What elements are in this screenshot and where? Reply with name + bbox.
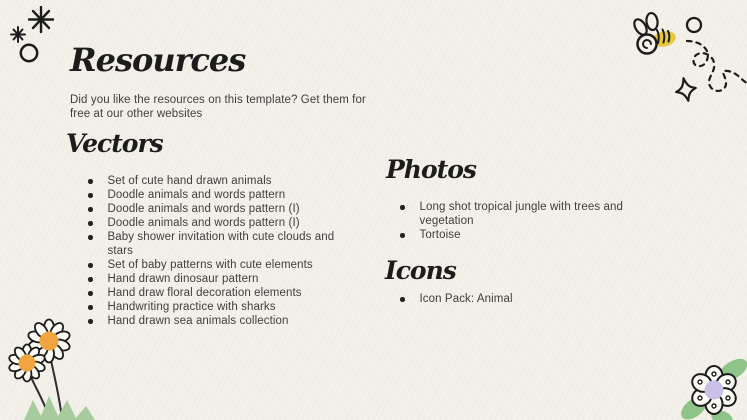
bullet-dot xyxy=(88,305,93,310)
list-item-text: Hand drawn dinosaur pattern xyxy=(107,273,259,285)
bullet-dot xyxy=(88,179,93,184)
page-title: Resources xyxy=(70,41,246,79)
sparkle-large-icon xyxy=(29,7,53,32)
resource-list-item xyxy=(86,286,348,300)
list-item-text: Icon Pack: Animal xyxy=(419,293,513,305)
bullet-dot xyxy=(88,193,93,198)
resource-list-item xyxy=(86,174,348,188)
bullet-dot xyxy=(88,235,93,240)
resource-list-item xyxy=(398,228,630,242)
photos-list xyxy=(398,200,630,242)
bullet-dot xyxy=(400,233,405,238)
flower-leaves-icon xyxy=(678,352,747,420)
icons-list xyxy=(398,292,630,306)
sparkle-doodles-icon xyxy=(8,6,64,70)
bullet-dot xyxy=(88,221,93,226)
resource-list-item xyxy=(86,188,348,202)
icons-section-heading: Icons xyxy=(385,256,456,285)
list-item-text: Hand draw floral decoration elements xyxy=(107,287,302,299)
flower-center xyxy=(705,381,724,400)
list-item-text: Handwriting practice with sharks xyxy=(107,301,276,313)
list-item-text: Hand drawn sea animals collection xyxy=(107,315,289,327)
slide-subtitle: Did you like the resources on this template? Get them for free at our other websites xyxy=(70,94,366,120)
star-doodle-icon xyxy=(674,76,698,103)
bee-icon xyxy=(632,12,678,53)
vectors-section-heading: Vectors xyxy=(66,129,163,158)
resource-list-item xyxy=(398,292,630,306)
resource-list-item xyxy=(86,300,348,314)
resource-list-item xyxy=(86,258,348,272)
resource-list-item xyxy=(398,200,630,228)
resource-list-item xyxy=(86,314,348,328)
list-item-text: Doodle animals and words pattern xyxy=(107,189,286,201)
dashed-trail-icon xyxy=(687,41,747,91)
list-item-text: Tortoise xyxy=(419,229,461,241)
bullet-dot xyxy=(88,277,93,282)
sparkle-small-icon xyxy=(11,27,25,42)
daisy-flowers-icon xyxy=(0,312,125,420)
circle-doodle-icon xyxy=(687,18,701,32)
circle-doodle-icon xyxy=(21,45,37,61)
bullet-dot xyxy=(400,205,405,210)
list-item-text: Doodle animals and words pattern (I) xyxy=(107,203,300,215)
photos-section-heading: Photos xyxy=(386,155,476,184)
bullet-dot xyxy=(88,263,93,268)
resource-list-item xyxy=(86,272,348,286)
bullet-dot xyxy=(400,297,405,302)
list-item-text: Set of baby patterns with cute elements xyxy=(107,259,313,271)
resource-list-item xyxy=(86,230,348,258)
list-item-text: Baby shower invitation with cute clouds and stars xyxy=(107,231,335,257)
list-item-text: Long shot tropical jungle with trees and vegetation xyxy=(419,201,623,227)
resource-list-item xyxy=(86,202,348,216)
bullet-dot xyxy=(88,207,93,212)
bullet-dot xyxy=(88,291,93,296)
bee-trail-doodle-icon xyxy=(630,8,747,113)
vectors-list xyxy=(86,174,348,328)
resource-list-item xyxy=(86,216,348,230)
list-item-text: Doodle animals and words pattern (I) xyxy=(107,217,300,229)
list-item-text: Set of cute hand drawn animals xyxy=(107,175,272,187)
